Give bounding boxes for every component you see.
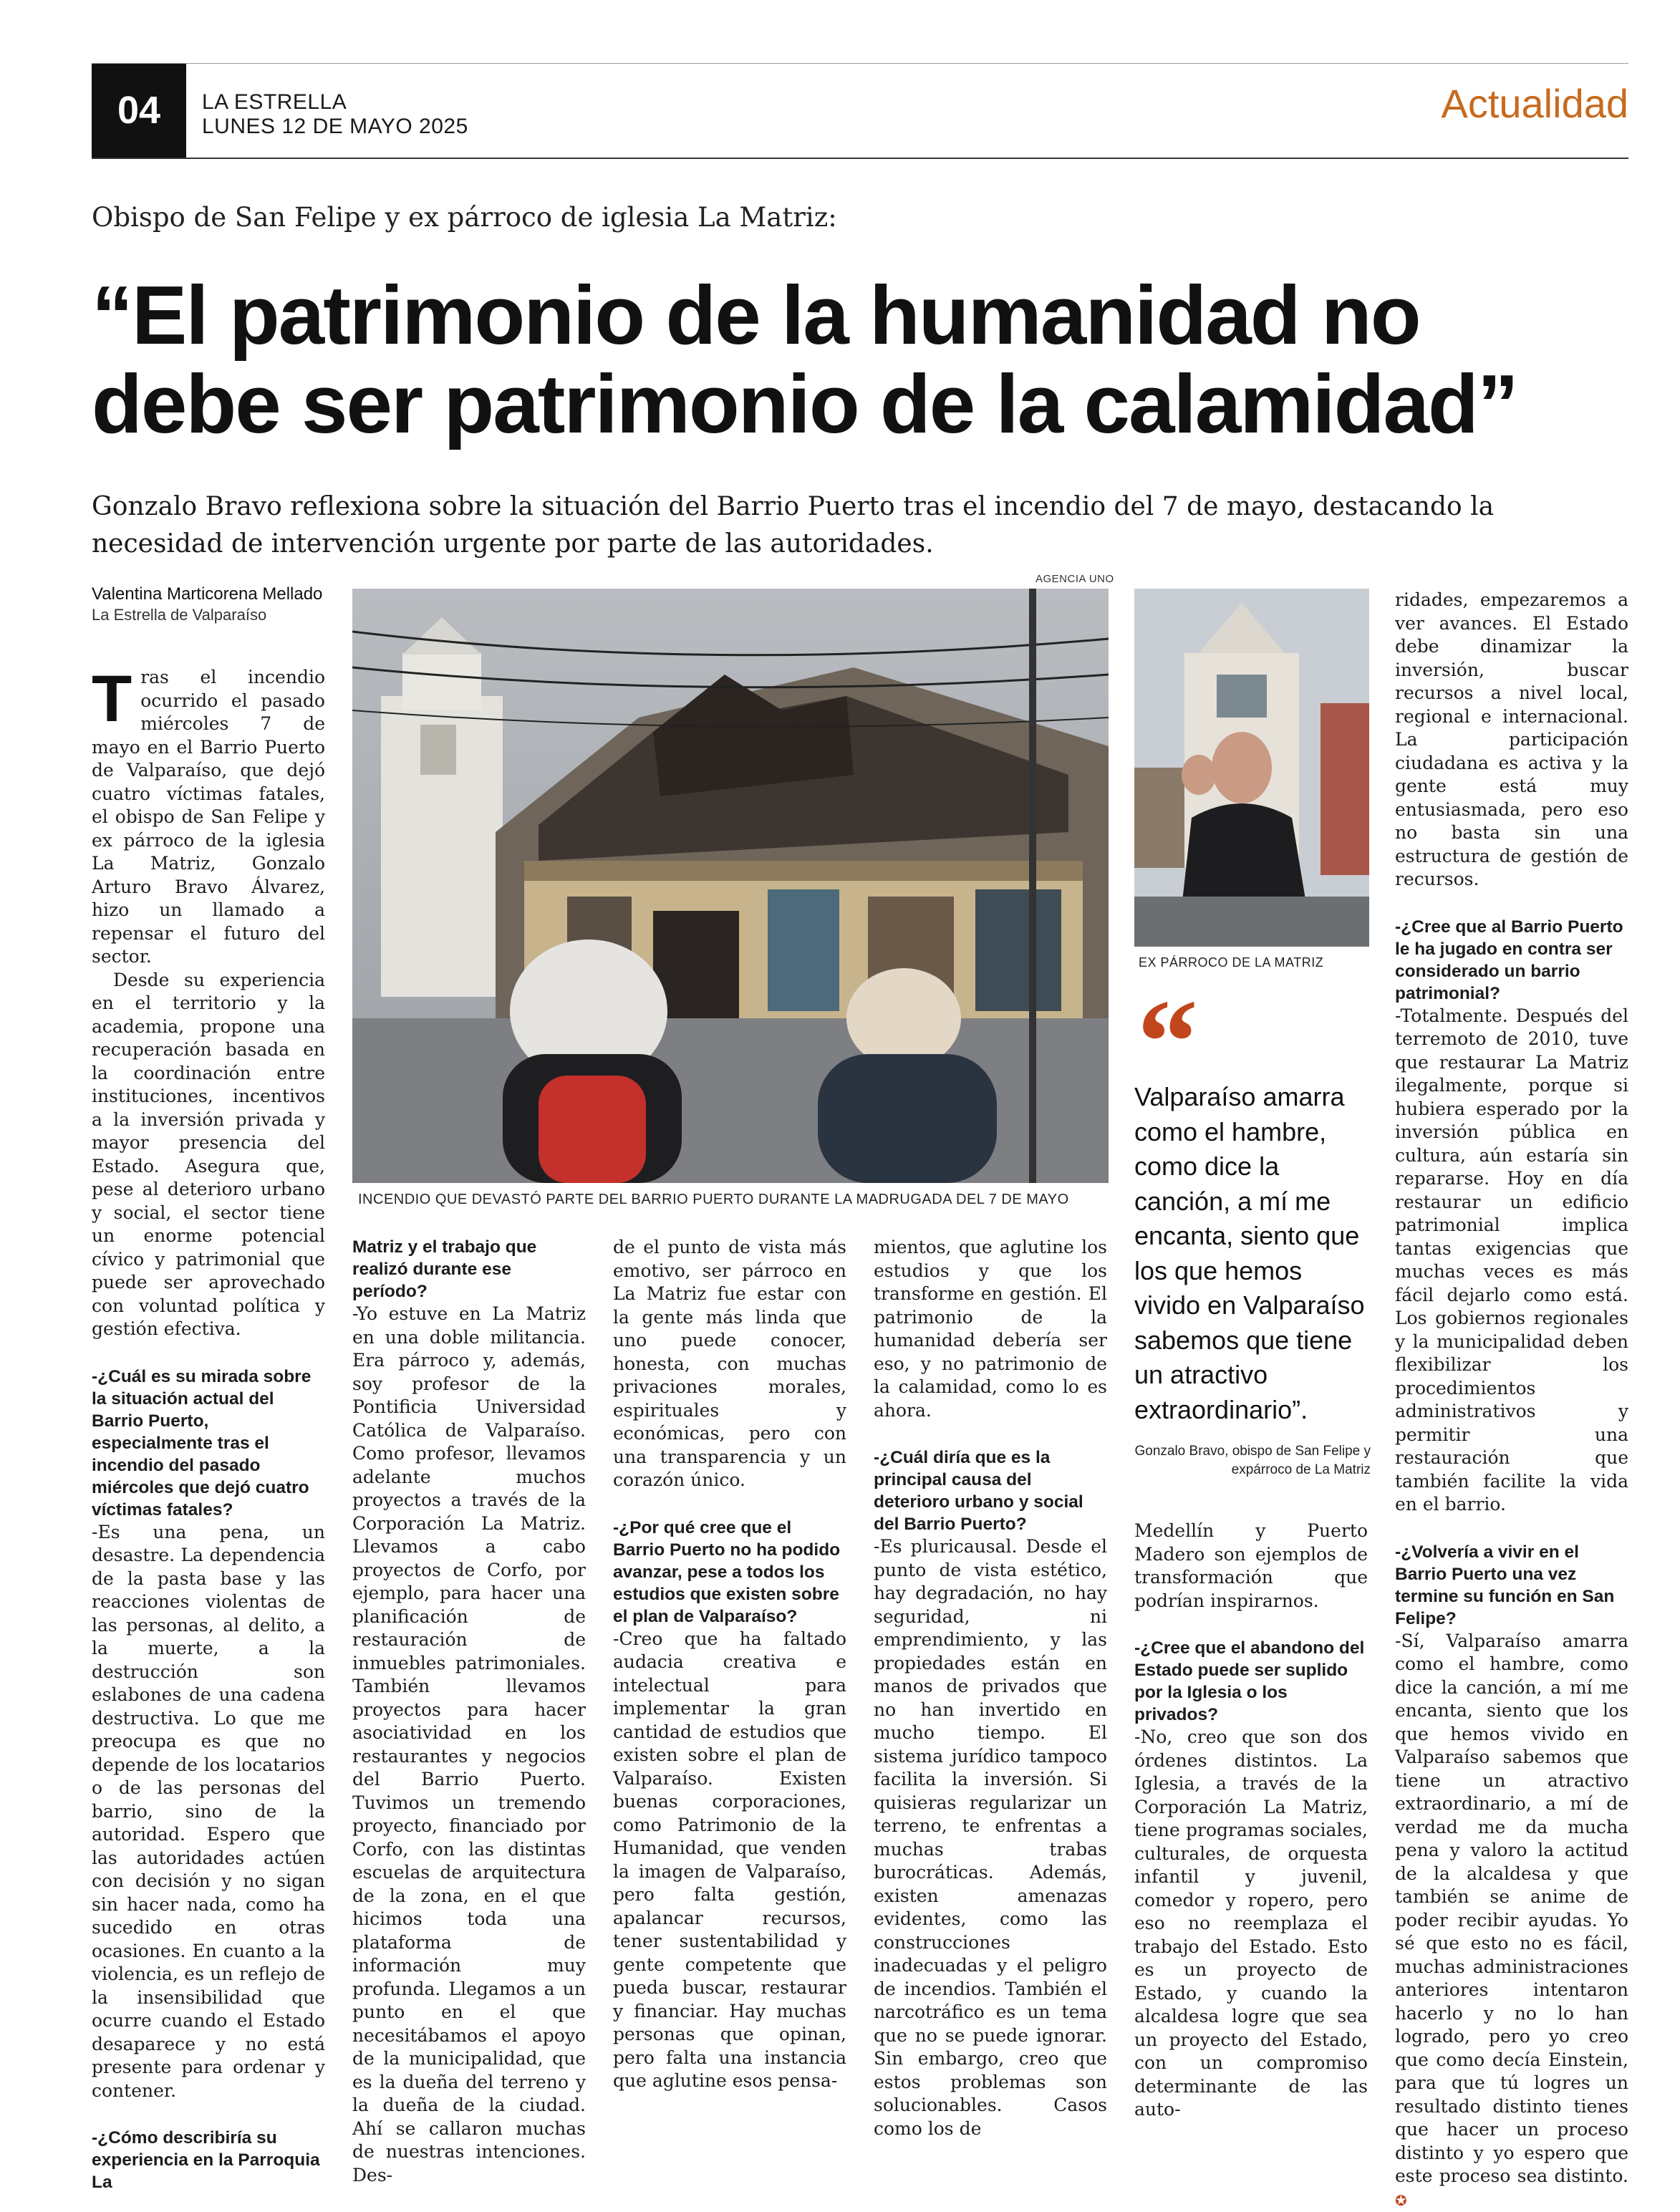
body-column-4 xyxy=(874,1236,1107,2140)
answer-6: -Totalmente. Después del terremoto de 2010, tuve que restaurar La Matriz ilegalmente, porque si hubiera esperado por la inversión pública en cultura, aún estaría sin repararse. Hoy en día restaurar un edificio patrimonial implica tantas exigencias que muchas veces es más fácil dejarlo como está. Los gobiernos regionales y la municipalidad deben flexibilizar los procedimientos administrativos y permitir una restauración que también facilite la vida en el barrio. xyxy=(1395,1005,1628,1517)
answer-3-continued: mientos, que aglutine los estudios y que los transforme en gestión. El patrimonio de la humanidad debería ser eso, y no patrimonio de la calamidad, como lo es ahora. xyxy=(874,1236,1107,1422)
question-1: -¿Cuál es su mirada sobre la situación actual del Barrio Puerto, especialmente tras el incendio del pasado miércoles que dejó cuatro víctimas fatales? xyxy=(92,1366,325,1521)
page-number: 04 xyxy=(92,63,186,158)
body-column-6 xyxy=(1395,589,1628,2212)
portrait-caption: EX PÁRROCO DE LA MATRIZ xyxy=(1139,955,1323,970)
end-mark-icon: ✪ xyxy=(1395,2192,1407,2209)
fire-damage-illustration xyxy=(352,589,1109,1183)
bishop-portrait-illustration xyxy=(1134,589,1369,947)
answer-4-continued: Medellín y Puerto Madero son ejemplos de transformación que podrían inspirarnos. xyxy=(1134,1520,1368,1613)
body-column-2 xyxy=(352,1236,586,2187)
answer-2: -Yo estuve en La Matriz en una doble militancia. Era párroco y, además, soy profesor de la Pontificia Universidad Católica de Valparaíso. Como profesor, llevamos adelante muchos proyectos a través de la Corporación La Matriz. Llevamos a cabo proyectos de Corfo, por ejemplo, para hacer una planificación de restauración de inmuebles patrimoniales. También llevamos proyectos para hacer asociatividad en los restaurantes y negocios del Barrio Puerto. Tuvimos un tremendo proyecto, financiado por Corfo, con las distintas escuelas de arquitectura de la zona, en el que hicimos toda una plataforma de información muy profunda. Llegamos a un punto en el que necesitábamos el apoyo de la municipalidad, que es la dueña del terreno y la dueña de la ciudad. Ahí se callaron muchas de nuestras intenciones. Des- xyxy=(352,1303,586,2187)
answer-1: -Es una pena, un desastre. La dependencia de la pasta base y las reacciones violentas de las personas, al delito, a la muerte, a la destrucción son eslabones de una cadena destructiva. Lo que me preocupa es que no depende de los locatarios o de las personas del barrio, sino de la autoridad. Espero que las autoridades actúen con decisión y no sigan sin hacer nada, como ha sucedido en otras ocasiones. En cuanto a la violencia, es un reflejo de la insensibilidad que ocurre cuando el Estado desaparece y no está presente para ordenar y contener. xyxy=(92,1521,325,2103)
lead-paragraph: Gonzalo Bravo reflexiona sobre la situación del Barrio Puerto tras el incendio del 7 de mayo, destacando la necesidad de intervención urgente por parte de las autoridades. xyxy=(92,488,1617,563)
issue-date: LUNES 12 DE MAYO 2025 xyxy=(202,115,468,139)
top-rule xyxy=(92,63,1628,64)
byline-author: Valentina Marticorena Mellado xyxy=(92,584,322,604)
pull-quote-attribution: Gonzalo Bravo, obispo de San Felipe y expárroco de La Matriz xyxy=(1134,1442,1371,1479)
question-7: -¿Volvería a vivir en el Barrio Puerto una vez termine su función en San Felipe? xyxy=(1395,1541,1628,1630)
photo-credit: AGENCIA UNO xyxy=(1035,573,1114,585)
body-column-1 xyxy=(92,666,325,2193)
answer-4: -Es pluricausal. Desde el punto de vista estético, hay degradación, no hay seguridad, ni emprendimiento, y las propiedades están en manos de privados que no han invertido en mucho tiempo. El sistema jurídico tampoco facilita la inversión. Si quisieras regularizar un terreno, te enfrentas a muchas trabas burocráticas. Además, existen amenazas evidentes, como las construcciones inadecuadas y el peligro de incendios. También el narcotráfico es un tema que no se puede ignorar. Sin embargo, creo que estos problemas son solucionables. Casos como los de xyxy=(874,1535,1107,2140)
main-photo-caption: INCENDIO QUE DEVASTÓ PARTE DEL BARRIO PUERTO DURANTE LA MADRUGADA DEL 7 DE MAYO xyxy=(358,1192,1069,1208)
drop-cap: T xyxy=(92,670,132,728)
answer-3: -Creo que ha faltado audacia creativa e intelectual para implementar la gran cantidad de estudios que existen sobre el plan de Valparaíso. Existen buenas corporaciones, como Patrimonio de la Humanidad, que venden la imagen de Valparaíso, pero falta gestión, apalancar recursos, tener sustentabilidad y gente competente que pueda buscar, restaurar y financiar. Hay muchas personas que opinan, pero falta una instancia que aglutine esos pensa- xyxy=(613,1628,846,2093)
headline: “El patrimonio de la humanidad no debe ser patrimonio de la calamidad” xyxy=(92,271,1624,448)
quote-mark-icon: “ xyxy=(1137,981,1198,1103)
question-4: -¿Cuál diría que es la principal causa del deterioro urbano y social del Barrio Puerto? xyxy=(874,1447,1107,1535)
paper-name: LA ESTRELLA xyxy=(202,90,347,115)
section-label: Actualidad xyxy=(1441,80,1628,127)
intro-paragraph: ras el incendio ocurrido el pasado miércoles 7 de mayo en el Barrio Puerto de Valparaíso, que dejó cuatro víctimas fatales, el obispo de San Felipe y ex párroco de la iglesia La Matriz, Gonzalo Arturo Bravo Álvarez, hizo un llamado a repensar el futuro del sector. xyxy=(92,667,325,967)
intro-paragraph-2: Desde su experiencia en el territorio y la academia, propone una recuperación basada en la coordinación entre instituciones, incentivos a la inversión privada y mayor presencia del Estado. Asegura que, pese al deterioro urbano y social, el sector tiene un enorme potencial cívico y patrimonial que puede ser aprovechado con voluntad política y gestión efectiva. xyxy=(92,969,325,1341)
answer-5-continued: ridades, empezaremos a ver avances. El Estado debe dinamizar la inversión, buscar recursos a nivel local, regional e internacional. La participación ciudadana es activa y la gente está muy entusiasmada, pero eso no basta sin una estructura de gestión de recursos. xyxy=(1395,589,1628,892)
kicker: Obispo de San Felipe y ex párroco de iglesia La Matriz: xyxy=(92,202,837,233)
question-2: -¿Cómo describiría su experiencia en la Parroquia La xyxy=(92,2127,325,2193)
answer-5: -No, creo que son dos órdenes distintos. La Iglesia, a través de la Corporación La Matriz, tiene programas sociales, culturales, de orquesta infantil y juvenil, comedor y ropero, pero eso no reemplaza el trabajo del Estado. Esto es un proyecto de Estado, y cuando la alcaldesa logre que sea un proyecto del Estado, con un compromiso determinante de las auto- xyxy=(1134,1726,1368,2122)
body-column-5 xyxy=(1134,1520,1368,2122)
header-rule xyxy=(92,158,1628,159)
question-5: -¿Cree que el abandono del Estado puede ser suplido por la Iglesia o los privados? xyxy=(1134,1637,1368,1726)
question-6: -¿Cree que al Barrio Puerto le ha jugado en contra ser considerado un barrio patrimonial? xyxy=(1395,916,1628,1005)
body-column-3 xyxy=(613,1236,846,2093)
question-2-continued: Matriz y el trabajo que realizó durante ese período? xyxy=(352,1236,586,1303)
question-3: -¿Por qué cree que el Barrio Puerto no ha podido avanzar, pese a todos los estudios que existen sobre el plan de Valparaíso? xyxy=(613,1517,846,1628)
fire-damage-photo xyxy=(352,589,1109,1183)
byline-publication: La Estrella de Valparaíso xyxy=(92,606,266,624)
bishop-portrait-photo xyxy=(1134,589,1369,947)
answer-2-continued: de el punto de vista más emotivo, ser párroco en La Matriz fue estar con la gente más linda que uno puede conocer, honesta, con muchas privaciones morales, espirituales y económicas, pero con una transparencia y un corazón único. xyxy=(613,1236,846,1492)
answer-7 xyxy=(1395,1630,1628,2212)
pull-quote: Valparaíso amarra como el hambre, como dice la canción, a mí me encanta, siento que los que hemos vivido en Valparaíso sabemos que tiene un atractivo extraordinario”. xyxy=(1134,1080,1371,1427)
answer-7-text: -Sí, Valparaíso amarra como el hambre, como dice la canción, a mí me encanta, siento que los que hemos vivido en Valparaíso sabemos que tiene un atractivo extraordinario, a mí de verdad me da mucha pena y valoro la actitud de la alcaldesa y que también se anime de poder recibir ayudas. Yo sé que esto no es fácil, muchas administraciones anteriores intentaron hacerlo y no lo han logrado, pero yo creo que como decía Einstein, para que tú logres un resultado distinto tienes que hacer un proceso distinto y yo espero que este proceso sea distinto. xyxy=(1395,1631,1628,2187)
